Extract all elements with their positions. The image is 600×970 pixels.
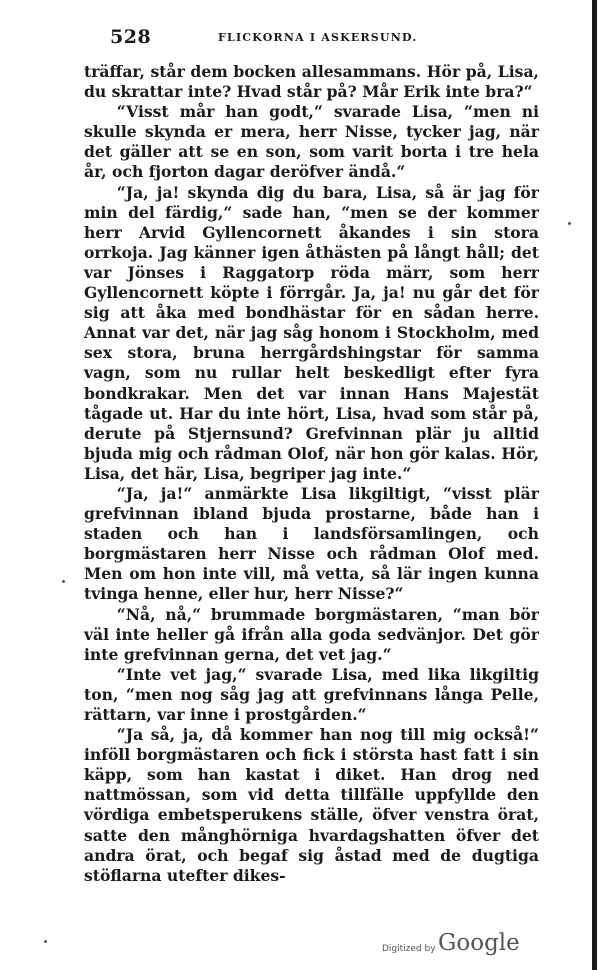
body-text <box>84 62 539 886</box>
paragraph-5: “Nå, nå,“ brummade borgmästaren, “man bör väl inte heller gå ifrån alla goda sedvänjor. Det gör inte grefvinnan gerna, det vet jag.“ <box>84 604 539 664</box>
google-logo: Google <box>438 930 520 956</box>
paragraph-2: “Visst mår han godt,“ svarade Lisa, “men ni skulle skynda er mera, herr Nisse, tycker jag, när det gäller att se en son, som varit borta i tre hela år, och fjorton dagar deröfver ändå.“ <box>84 102 539 182</box>
paragraph-4: “Ja, ja!“ anmärkte Lisa likgiltigt, “visst plär grefvinnan ibland bjuda prostarne, både han i staden och han i landsförsamlingen, och borgmästaren herr Nisse och rådman Olof med. Men om hon inte vill, må vetta, så lär ingen kunna tvinga henne, eller hur, herr Nisse?“ <box>84 483 539 604</box>
scan-speck <box>62 580 65 583</box>
paragraph-6: “Inte vet jag,“ svarade Lisa, med lika likgiltig ton, “men nog såg jag att grefvinnans långa Pelle, rättarn, var inne i prostgården.“ <box>84 664 539 724</box>
paragraph-1: träffar, står dem bocken allesammans. Hör på, Lisa, du skrattar inte? Hvad står på? Mår Erik inte bra?“ <box>84 62 539 102</box>
digitized-by-label: Digitized by <box>382 944 436 954</box>
scan-speck <box>568 222 571 225</box>
page-edge-shadow <box>592 0 597 970</box>
scan-speck <box>44 940 47 943</box>
digitization-watermark <box>382 930 572 960</box>
paragraph-3: “Ja, ja! skynda dig du bara, Lisa, så är jag för min del färdig,“ sade han, “men se der kommer herr Arvid Gyllencornett åkandes i sin stora orrkoja. Jag känner igen åthästen på långt håll; det var Jönses i Raggatorp röda märr, som herr Gyllencornett köpte i förrgår. Ja, ja! nu går det för sig att åka med bondhästar för en sådan herre. Annat var det, när jag såg honom i Stockholm, med sex stora, bruna herrgårdshingstar för samma vagn, som nu rullar helt beskedligt efter fyra bondkrakar. Men det var innan Hans Majestät tågade ut. Har du inte hört, Lisa, hvad som står på, derute på Stjernsund? Grefvinnan plär ju alltid bjuda mig och rådman Olof, när hon gör kalas. Hör, Lisa, det här, Lisa, begriper jag inte.“ <box>84 182 539 483</box>
paragraph-7: “Ja så, ja, då kommer han nog till mig också!“ inföll borgmästaren och fick i största hast fatt i sin käpp, som han kastat i diket. Han drog ned nattmössan, som vid detta tillfälle uppfyllde den vördiga embetsperukens ställe, öfver venstra örat, satte den månghörniga hvardagshatten öfver det andra örat, och begaf sig åstad med de dugtiga stöflarna utefter dikes- <box>84 725 539 885</box>
page-number: 528 <box>110 26 152 48</box>
page-header <box>110 26 510 50</box>
running-title: FLICKORNA I ASKERSUND. <box>218 31 418 44</box>
